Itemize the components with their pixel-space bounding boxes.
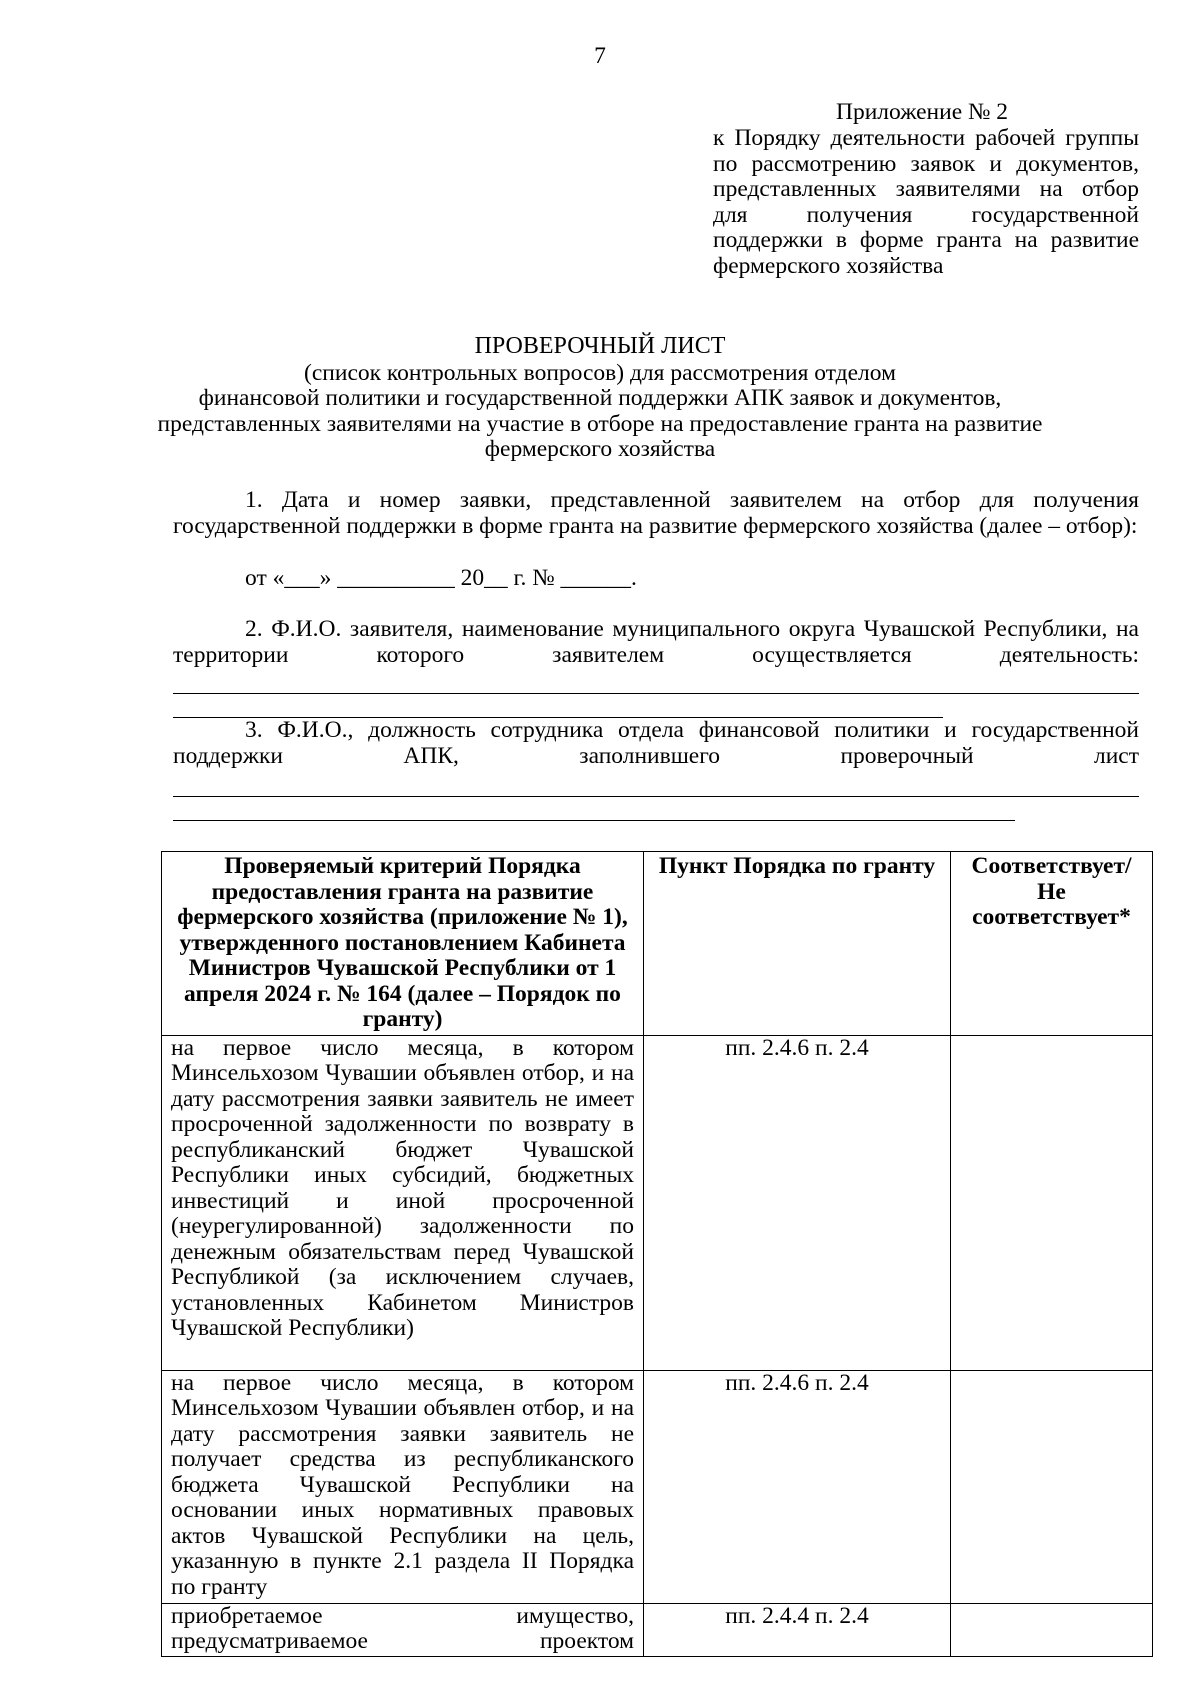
compliance-cell[interactable] [951, 1370, 1153, 1603]
document-title: ПРОВЕРОЧНЫЙ ЛИСТ [474, 333, 726, 359]
header-criterion: Проверяемый критерий Порядка предоставления гранта на развитие фермерского хозяйства (приложение № 1), утвержденного постановлением Кабинета Министров Чувашской Республики от 1 апреля 2024 г. № 164 (далее – Порядок по гранту) [162, 852, 644, 1036]
fill-in-line[interactable] [173, 693, 1139, 694]
subtitle-line: финансовой политики и государственной поддержки АПК заявок и документов, [198, 385, 1002, 411]
table-header-row [162, 852, 1153, 1036]
appendix-reference: к Порядку деятельности рабочей группы по рассмотрению заявок и документов, представленных заявителями на отбор для получения государственной поддержки в форме гранта на развитие фермерского хозяйства [713, 125, 1139, 279]
subtitle-line: (список контрольных вопросов) для рассмотрения отделом [304, 359, 896, 386]
criteria-table [161, 851, 1153, 1657]
table-row [162, 1035, 1153, 1370]
header-clause: Пункт Порядка по гранту [644, 852, 951, 1036]
clause-cell: пп. 2.4.6 п. 2.4 [644, 1370, 951, 1603]
criterion-cell: на первое число месяца, в котором Минсельхозом Чувашии объявлен отбор, и на дату рассмотрения заявки заявитель не имеет просроченной задолженности по возврату в республиканский бюджет Чувашской Республики иных субсидий, бюджетных инвестиций и иной просроченной (неурегулированной) задолженности по денежным обязательствам перед Чувашской Республикой (за исключением случаев, установленных Кабинетом Министров Чувашской Республики) [162, 1035, 644, 1370]
document-title-block [150, 334, 1050, 463]
page-number: 7 [594, 43, 606, 69]
item-2-applicant-name: 2. Ф.И.О. заявителя, наименование муниципального округа Чувашской Республики, на территории которого заявителем осуществляется деятельность: [173, 616, 1139, 668]
item-1-date-field[interactable]: от «___» __________ 20__ г. № ______. [245, 565, 637, 591]
criterion-cell: приобретаемое имущество, предусматриваемое проектом [162, 1603, 644, 1656]
clause-cell: пп. 2.4.4 п. 2.4 [644, 1603, 951, 1656]
appendix-heading: Приложение № 2 [836, 99, 1009, 125]
compliance-cell[interactable] [951, 1603, 1153, 1656]
clause-cell: пп. 2.4.6 п. 2.4 [644, 1035, 951, 1370]
item-1-application-date: 1. Дата и номер заявки, представленной заявителем на отбор для получения государственной поддержки в форме гранта на развитие фермерского хозяйства (далее – отбор): [173, 487, 1139, 539]
criterion-cell: на первое число месяца, в котором Минсельхозом Чувашии объявлен отбор, и на дату рассмотрения заявки заявитель не получает средства из республиканского бюджета Чувашской Республики на основании иных нормативных правовых актов Чувашской Республики на цель, указанную в пункте 2.1 раздела II Порядка по гранту [162, 1370, 644, 1603]
subtitle-line: представленных заявителями на участие в отборе на предоставление гранта на развитие [157, 410, 1043, 437]
header-compliance: Соответствует/ Не соответствует* [951, 852, 1153, 1036]
compliance-cell[interactable] [951, 1035, 1153, 1370]
table-row [162, 1370, 1153, 1603]
fill-in-line[interactable] [173, 820, 1015, 821]
subtitle-line: фермерского хозяйства [484, 436, 716, 462]
item-3-employee-name: 3. Ф.И.О., должность сотрудника отдела финансовой политики и государственной поддержки АПК, заполнившего проверочный лист [173, 717, 1139, 769]
table-row [162, 1603, 1153, 1656]
fill-in-line[interactable] [173, 796, 1139, 797]
